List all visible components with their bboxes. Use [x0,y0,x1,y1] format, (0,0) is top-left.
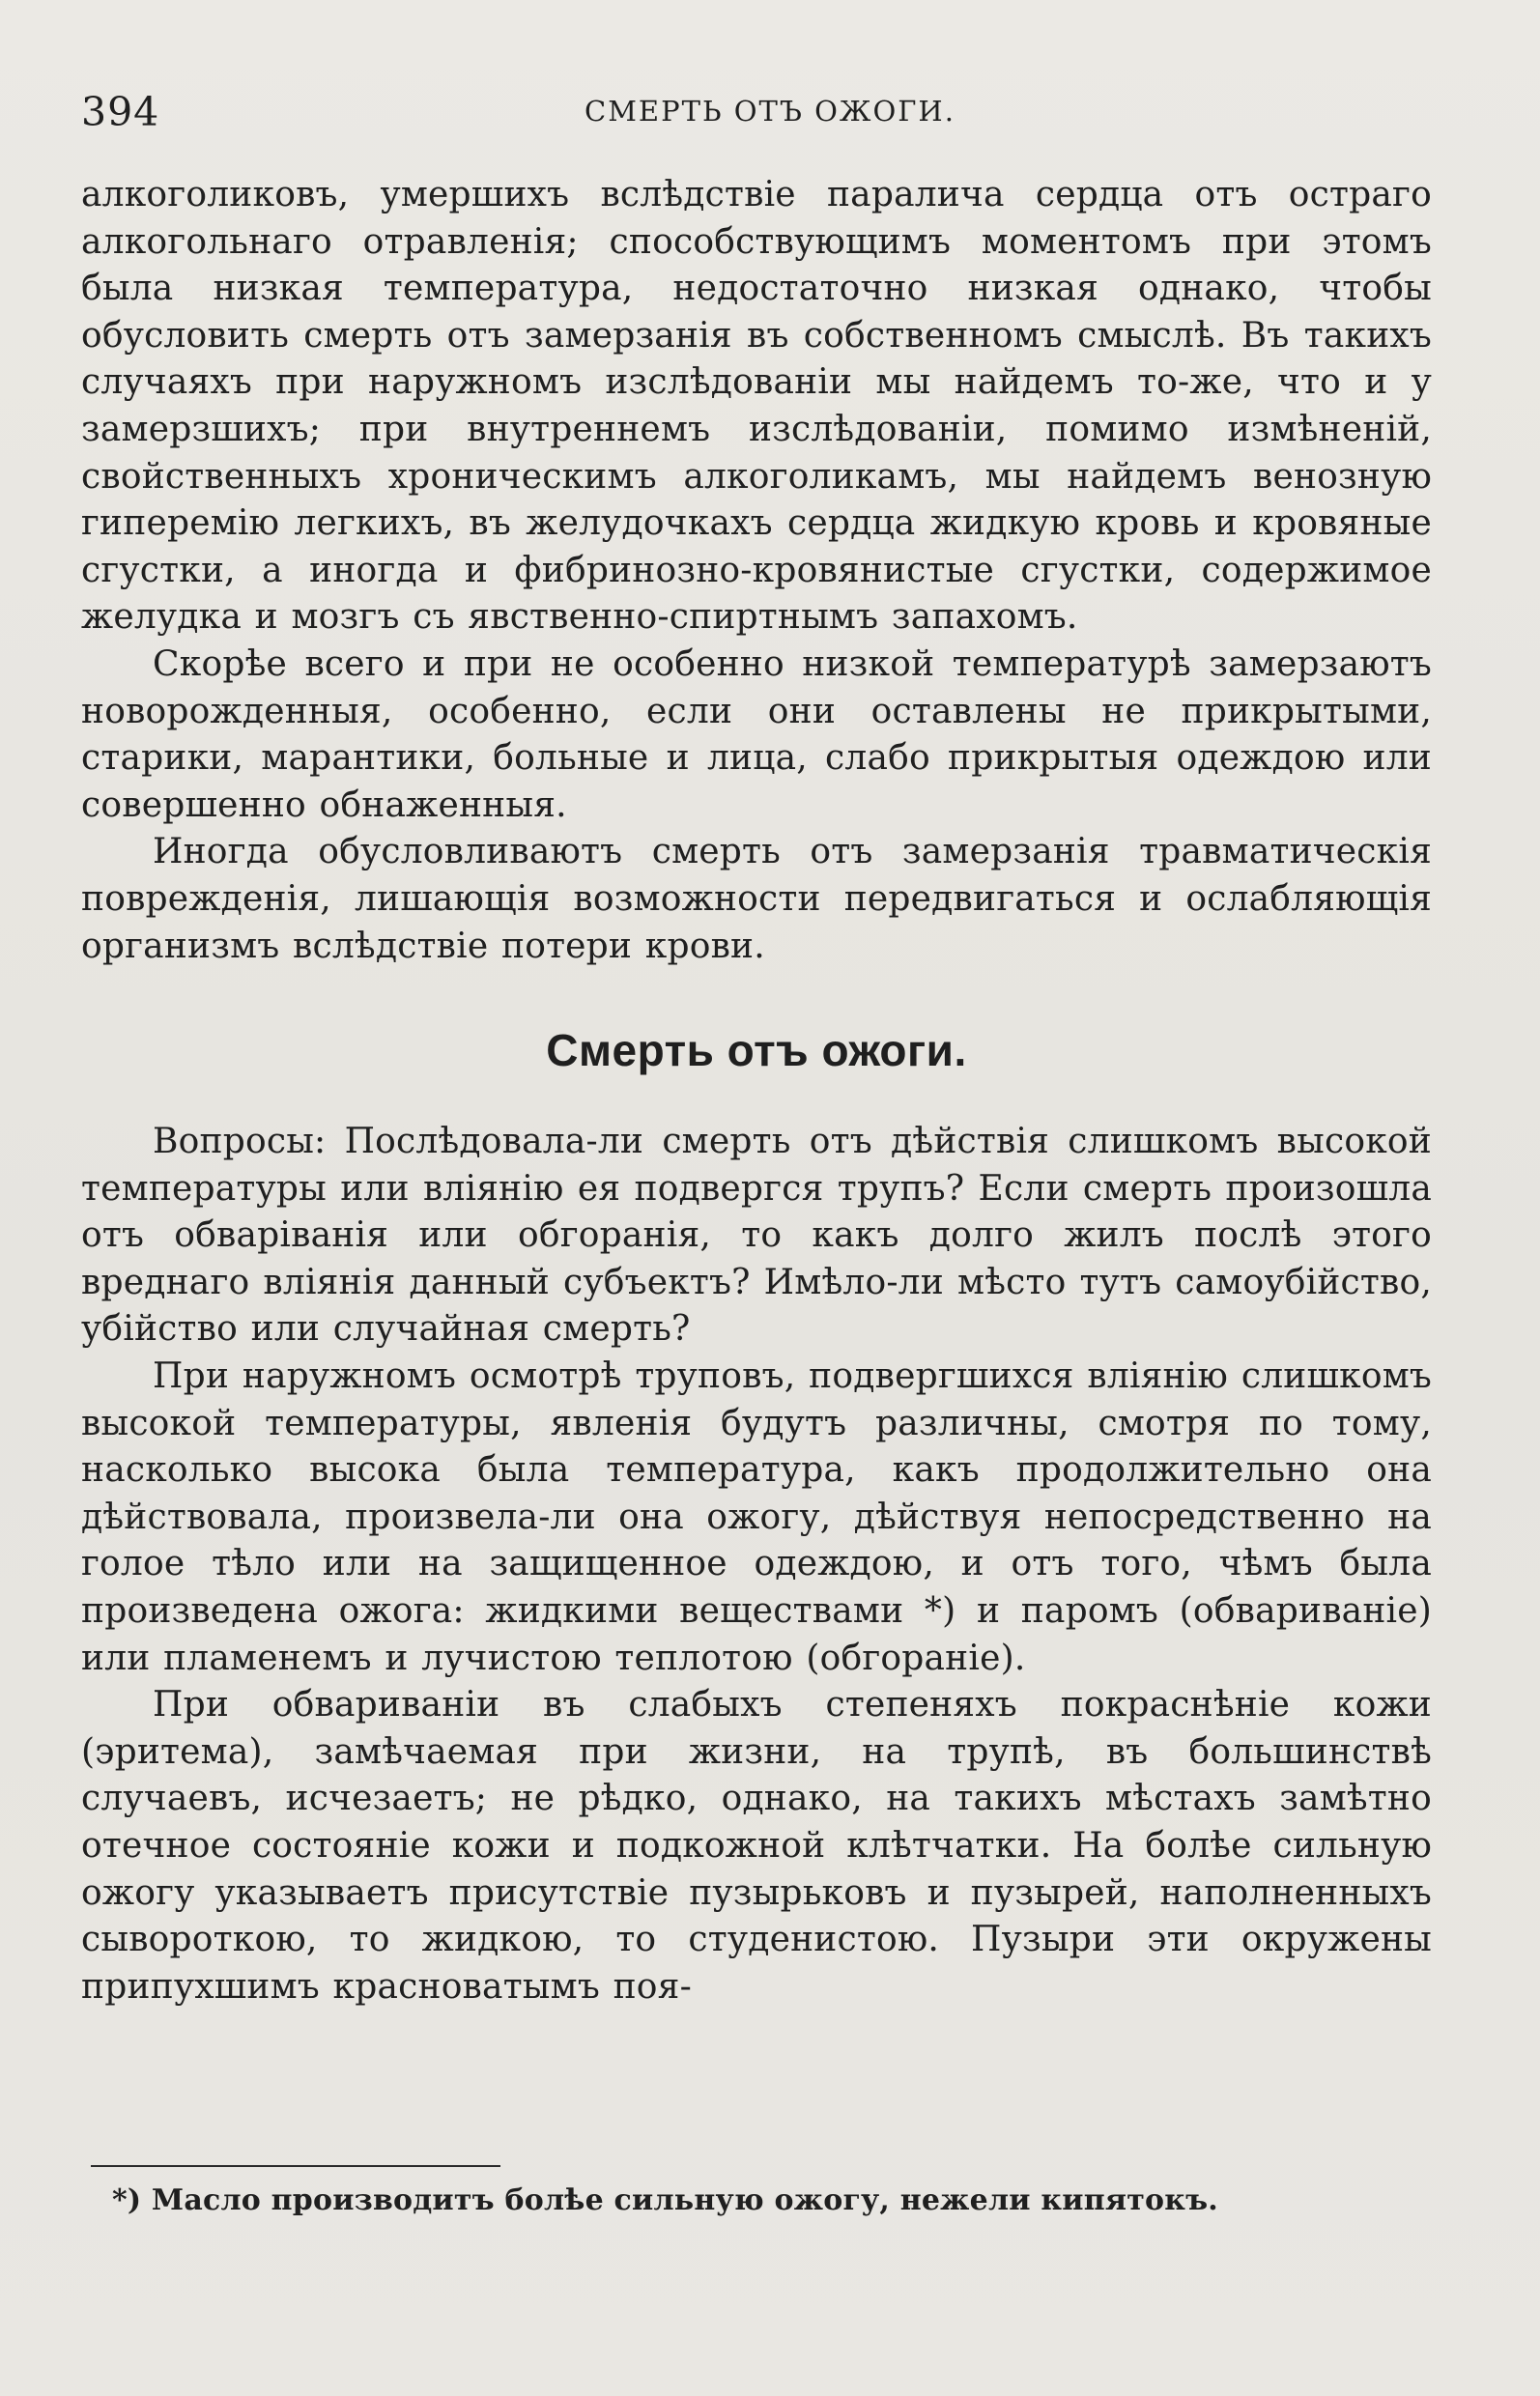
footnote: *) Масло производитъ болѣе сильную ожогу, нежели кипятокъ. [112,2183,1218,2217]
section-paragraph-3: При обвариваніи въ слабыхъ степеняхъ покраснѣніе кожи (эритема), замѣчаемая при жизни, на трупѣ, въ большинствѣ случаевъ, исчезаетъ; не рѣдко, однако, на такихъ мѣстахъ замѣтно отечное состояніе кожи и подкожной клѣтчатки. На болѣе сильную ожогу указываетъ присутствіе пузырьковъ и пузырей, наполненныхъ сывороткою, то жидкою, то студенистою. Пузыри эти окружены припухшимъ красноватымъ поя- [81,1685,1432,2007]
page-header [81,89,1459,137]
page-number: 394 [81,89,160,135]
section-paragraph-1: Вопросы: Послѣдовала-ли смерть отъ дѣйствія слишкомъ высокой температуры или вліянію ея подвергся трупъ? Если смерть произошла отъ обваріванія или обгоранія, то какъ долго жилъ послѣ этого вреднаго вліянія данный субъектъ? Имѣло-ли мѣсто тутъ самоубійство, убійство или случайная смерть? [81,1122,1432,1350]
intro-paragraph-3: Иногда обусловливаютъ смерть отъ замерзанія травматическія поврежденія, лишающія возможности передвигаться и ослабляющія организмъ вслѣдствіе потери крови. [81,832,1432,966]
section-title: Смерть отъ ожоги. [546,1025,967,1076]
main-text [81,172,1432,2011]
intro-paragraph-1: алкоголиковъ, умершихъ вслѣдствіе паралича сердца отъ остраго алкогольнаго отравленія; способствующимъ моментомъ при этомъ была низкая температура, недостаточно низкая однако, чтобы обусловить смерть отъ замерзанія въ собственномъ смыслѣ. Въ такихъ случаяхъ при наружномъ изслѣдованіи мы найдемъ то-же, что и у замерзшихъ; при внутреннемъ изслѣдованіи, помимо измѣненій, свойственныхъ хроническимъ алкоголикамъ, мы найдемъ венозную гиперемію легкихъ, въ желудочкахъ сердца жидкую кровь и кровяные сгустки, а иногда и фибринозно-кровянистые сгустки, содержимое желудка и мозгъ съ явственно-спиртнымъ запахомъ. [81,175,1432,638]
footnote-divider [91,2165,500,2167]
intro-paragraph-2: Скорѣе всего и при не особенно низкой температурѣ замерзаютъ новорожденныя, особенно, если они оставлены не прикрытыми, старики, марантики, больные и лица, слабо прикрытыя одеждою или совершенно обнаженныя. [81,643,1432,825]
section-paragraph-2: При наружномъ осмотрѣ труповъ, подвергшихся вліянію слишкомъ высокой температуры, явленія будутъ различны, смотря по тому, насколько высока была температура, какъ продолжительно она дѣйствовала, произвела-ли она ожогу, дѣйствуя непосредственно на голое тѣло или на защищенное одеждою, и отъ того, чѣмъ была произведена ожога: жидкими веществами *) и паромъ (обвариваніе) или пламенемъ и лучистою теплотою (обгораніе). [81,1356,1432,1678]
running-title: СМЕРТЬ ОТЪ ОЖОГИ. [585,95,955,128]
